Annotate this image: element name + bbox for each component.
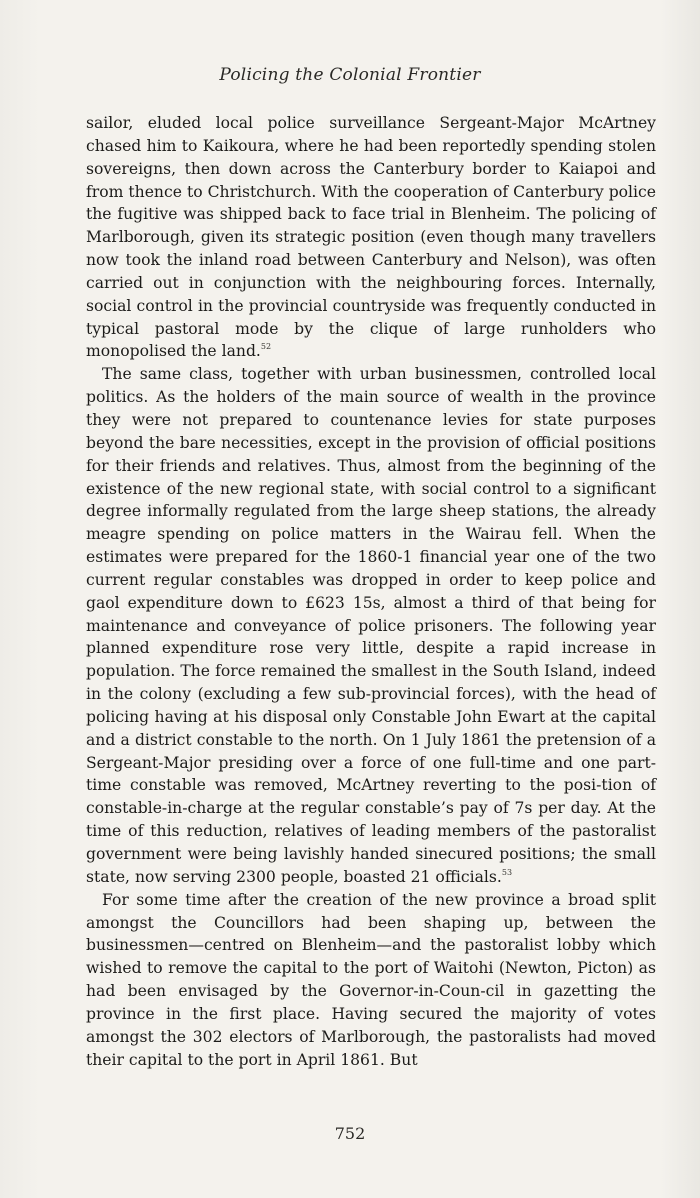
paragraph-text: sailor, eluded local police surveillance Sergeant-Major McArtney chased him to Kaikoura, where he had been reportedly spending stolen sovereigns, then down across the Canterbury border to Kaiapoi and from thence to Christchurch. With the cooperation of Canterbury police the fugitive was shipped back to face trial in Blenheim. The policing of Marlborough, given its strategic position (even though many travellers now took the inland road between Canterbury and Nelson), was often carried out in conjunction with the neighbouring forces. Internally, social control in the provincial countryside was frequently conducted in typical pastoral mode by the clique of large runholders who monopolised the land. bbox=[86, 114, 656, 361]
footnote-marker: 52 bbox=[260, 342, 272, 352]
footnote-marker: 53 bbox=[501, 867, 513, 877]
paragraph bbox=[86, 112, 656, 363]
paragraph bbox=[86, 363, 656, 888]
running-header: Policing the Colonial Frontier bbox=[219, 65, 481, 85]
body-text bbox=[86, 112, 656, 1071]
page-number: 752 bbox=[334, 1124, 366, 1143]
paragraph-text: For some time after the creation of the new province a broad split amongst the Councillors had been shaping up, between the businessmen—centred on Blenheim—and the pastoralist lobby which wished to remove the capital to the port of Waitohi (Newton, Picton) as had been envisaged by the Governor-in-Coun-cil in gazetting the province in the first place. Having secured the majority of votes amongst the 302 electors of Marlborough, the pastoralists had moved their capital to the port in April 1861. But bbox=[86, 890, 656, 1069]
paragraph-text: The same class, together with urban businessmen, controlled local politics. As the holders of the main source of wealth in the province they were not prepared to countenance levies for state purposes beyond the bare necessities, except in the provision of official positions for their friends and relatives. Thus, almost from the beginning of the existence of the new regional state, with social control to a significant degree informally regulated from the large sheep stations, the already meagre spending on police matters in the Wairau fell. When the estimates were prepared for the 1860-1 financial year one of the two current regular constables was dropped in order to keep police and gaol expenditure down to £623 15s, almost a third of that being for maintenance and conveyance of police prisoners. The following year planned expenditure rose very little, despite a rapid increase in population. The force remained the smallest in the South Island, indeed in the colony (excluding a few sub-provincial forces), with the head of policing having at his disposal only Constable John Ewart at the capital and a district constable to the north. On 1 July 1861 the pretension of a Sergeant-Major presiding over a force of one full-time and one part-time constable was removed, McArtney reverting to the posi-tion of constable-in-charge at the regular constable’s pay of 7s per day. At the time of this reduction, relatives of leading members of the pastoralist government were being lavishly handed sinecured positions; the small state, now serving 2300 people, boasted 21 officials. bbox=[86, 365, 656, 886]
paragraph bbox=[86, 889, 656, 1072]
